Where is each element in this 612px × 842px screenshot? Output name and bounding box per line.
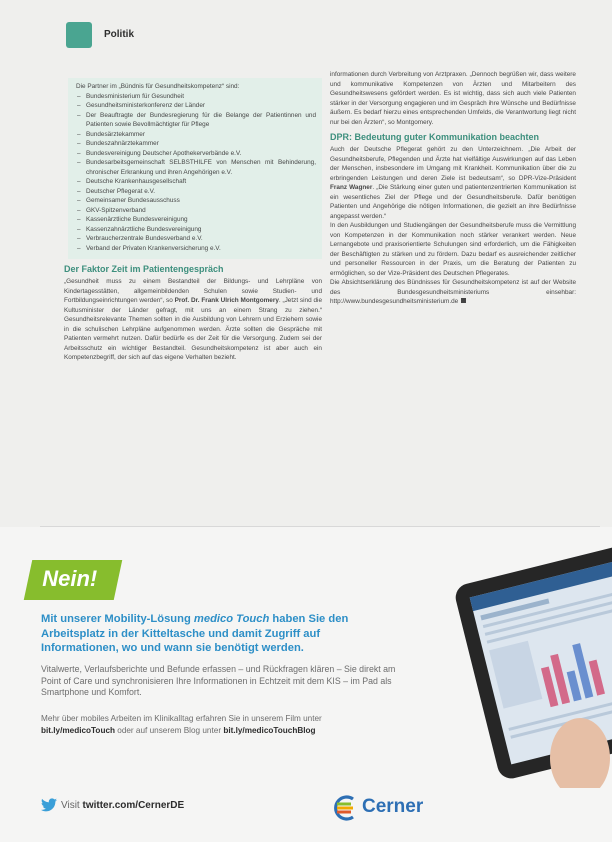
left-paragraph	[64, 277, 322, 363]
right-paragraph-1	[330, 145, 576, 221]
twitter-line	[41, 800, 184, 811]
ad-headline	[41, 612, 391, 656]
cerner-logo-icon	[331, 793, 359, 823]
ad-headline-pre: Mit unserer Mobility-Lösung	[41, 613, 194, 625]
partner-list-item: – Bundesarbeitsgemeinschaft SELBSTHILFE von Menschen mit Behinderung, chronischer Erkrankung und ihren Angehörigen e.V.	[86, 158, 316, 177]
speaker-wagner: Franz Wagner	[330, 184, 373, 191]
left-para-part1: „Gesundheit muss zu einem Bestandteil der Bildungs- und Lehrpläne von Kindertagesstätten, allgemeinbildenden Schulen sowie Studien- und Fortbildungseinrichtungen werden“, so	[64, 278, 322, 304]
right-heading: DPR: Bedeutung guter Kommunikation beachten	[330, 132, 540, 142]
partner-list-item: – Gesundheitsministerkonferenz der Länder	[86, 101, 316, 111]
partner-list-item: – GKV-Spitzenverband	[86, 206, 316, 216]
partner-list-item: – Verband der Privaten Krankenversicherung e.V.	[86, 244, 316, 254]
left-heading: Der Faktor Zeit im Patientengespräch	[64, 264, 224, 274]
right-paragraph-3	[330, 278, 576, 307]
right-paragraph-2: In den Ausbildungen und Studiengängen der Gesundheitsberufe muss die Vermittlung von Kompetenzen in der Kommunikation noch stärker verankert werden. Neue Lernangebote und praxisorientierte Schulungen sind erforderlich, um die Fähigkeiten der Beschäftigten zu stärken und zu fördern. Dazu bedarf es ausreichender zeitlicher und personeller Ressourcen in der Praxis, um die Beratung der Patienten zu ermöglichen, so der Vize-Präsident des Deutschen Pflegerates.	[330, 222, 576, 277]
ad-product-name: medico Touch	[193, 613, 270, 625]
partner-list-item: – Verbraucherzentrale Bundesverband e.V.	[86, 234, 316, 244]
partner-infobox	[68, 78, 322, 259]
cerner-brand-name: Cerner	[362, 796, 424, 817]
partner-list-item: – Bundesärztekammer	[86, 130, 316, 140]
partner-list-item: – Kassenärztliche Bundesvereinigung	[86, 215, 316, 225]
right-para-part1: Auch der Deutsche Pflegerat gehört zu den Unterzeichnern. „Die Arbeit der Gesundheitsberufe, Pflegenden und Ärzte hat vielfältige Auswirkungen auf das Leben der Menschen, insbesondere im Umgang mit Krankheit. Kommunikation über die zu erbringenden Leistungen und deren Ziele ist bedeutsam“, so DPR-Vize-Präsident	[330, 146, 576, 182]
right-para3-text: Die Absichtserklärung des Bündnisses für Gesundheitskompetenz ist auf der Website des Bundesgesundheitsministeriums einsehbar: http://www.bundesgesundheitsministerium.de	[330, 279, 576, 305]
partner-list-item: – Kassenzahnärztliche Bundesvereinigung	[86, 225, 316, 235]
infobox-intro: Die Partner im „Bündnis für Gesundheitskompetenz“ sind:	[76, 83, 240, 90]
partner-list-item: – Der Beauftragte der Bundesregierung für die Belange der Patientinnen und Patienten sowie Bevollmächtigter für Pflege	[86, 111, 316, 130]
section-color-tab	[66, 22, 92, 48]
twitter-link[interactable]: twitter.com/CernerDE	[82, 800, 185, 811]
ad-body-text: Vitalwerte, Verlaufsberichte und Befunde erfassen – und Rückfragen klären – Sie direkt am Point of Care und synchronisieren Ihre Informationen in Echtzeit mit dem KIS – im Pad als Smartphone und Komfort.	[41, 664, 396, 698]
medico-touch-blog-link[interactable]: bit.ly/medicoTouchBlog	[223, 725, 316, 735]
partner-list	[76, 92, 316, 254]
end-of-article-icon	[461, 298, 466, 303]
tablet-photo-icon	[440, 528, 612, 788]
ad-headline-post: haben Sie den Arbeitsplatz in der Kitteltasche und damit Zugriff auf Informationen, wo und wann sie benötigt werden.	[41, 613, 349, 654]
ad-cta-mid: oder auf unserem Blog unter	[115, 725, 224, 735]
right-column	[330, 70, 576, 307]
left-column	[64, 78, 322, 363]
partner-list-item: – Bundesministerium für Gesundheit	[86, 92, 316, 102]
partner-list-item: – Gemeinsamer Bundesausschuss	[86, 196, 316, 206]
ad-call-to-action	[41, 713, 431, 736]
section-label: Politik	[104, 29, 135, 40]
partner-list-item: – Deutscher Pflegerat e.V.	[86, 187, 316, 197]
left-para-part2: . „Jetzt sind die Kultusminister der Länder gefragt, mit uns an einem Strang zu ziehen.“ Gesundheitsrelevante Themen sollten in die Ausbildung von Lehrern und Erziehern sowie in die schulischen Lehrpläne aufgenommen werden. Ärzte sollten die Gespräche mit Patienten vermehrt nutzen. Dafür bedürfe es der Zeit für die Versorgung. Zudem sei der Arbeitsschutz ein wichtiger Bestandteil. Gesundheitskompetenz ist aber auch ein Kompetenzbegriff, der sich auf das eigene Verhalten bezieht.	[64, 297, 322, 361]
twitter-prefix: Visit	[61, 800, 83, 811]
ad-cta-pre: Mehr über mobiles Arbeiten im Klinikalltag erfahren Sie in unserem Film unter	[41, 714, 322, 723]
partner-list-item: – Bundesvereinigung Deutscher Apothekerverbände e.V.	[86, 149, 316, 159]
partner-list-item: – Bundeszahnärztekammer	[86, 139, 316, 149]
medico-touch-link[interactable]: bit.ly/medicoTouch	[41, 725, 115, 735]
right-para-part2: . „Die Stärkung einer guten und patientenzentrierten Kommunikation ist ein wesentliches Ziel der Pflege und der Gesundheitsberufe. Dafür benötigen Patienten und Angehörige die nötigen Informationen, die gezielt an ihre Bedürfnisse angepasst werden.“	[330, 184, 576, 220]
speaker-montgomery: Prof. Dr. Frank Ulrich Montgomery	[174, 297, 279, 304]
nein-badge-text: Nein!	[42, 566, 98, 591]
nein-badge	[24, 560, 123, 600]
right-intro-paragraph: informationen durch Verbreitung von Arztpraxen. „Dennoch begrüßen wir, dass weitere und kommunikative Kompetenzen von Ärzten und Mitarbeitern des Gesundheitswesens gefördert werden. Es ist wichtig, dass sich auch viele Patienten stärker in der Versorgung engagieren und im Gespräch ihre Wünsche und Bedürfnisse äußern. Es bedarf hierzu eines entsprechenden Umfelds, die Verantwortung liegt nicht nur bei den Ärzten“, so Montgomery.	[330, 71, 576, 126]
partner-list-item: – Deutsche Krankenhausgesellschaft	[86, 177, 316, 187]
